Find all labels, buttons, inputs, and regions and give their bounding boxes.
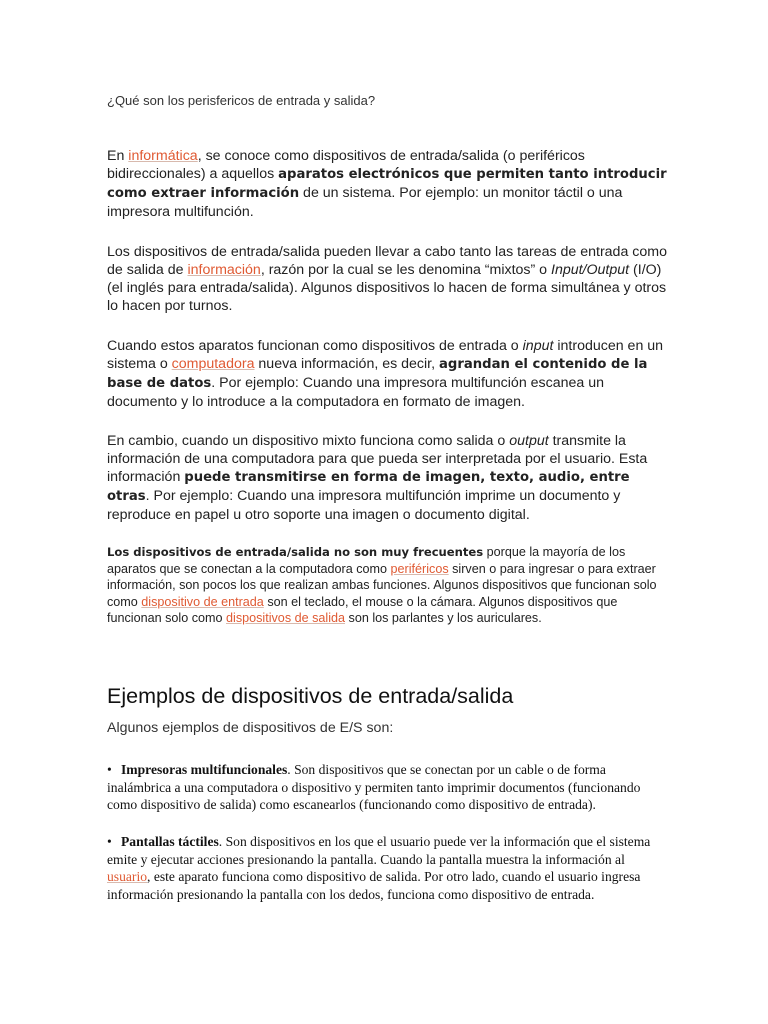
paragraph-output [107, 432, 667, 524]
link-informacion[interactable]: información [187, 262, 261, 278]
text-run: nueva información, es decir, [254, 356, 440, 372]
list-item [107, 761, 667, 814]
text-run: son los parlantes y los auriculares. [345, 611, 542, 625]
bullet-icon: • [107, 762, 112, 777]
text-run: Los dispositivos de entrada/salida pueden llevar a cabo tanto las tareas de entrada como de salida de [107, 244, 667, 278]
paragraph-frecuentes [107, 544, 667, 627]
text-run: . Por ejemplo: Cuando una impresora multifunción imprime un documento y reproduce en papel u otro soporte una imagen o documento digital. [107, 488, 621, 523]
link-computadora[interactable]: computadora [171, 356, 255, 372]
text-run: , razón por la cual se les denomina “mixtos” o [260, 262, 551, 278]
section-heading: Ejemplos de dispositivos de entrada/salida [107, 684, 514, 708]
paragraph-mixtos [107, 243, 667, 315]
text-run: Cuando estos aparatos funcionan como dispositivos de entrada o [107, 338, 523, 354]
link-informatica[interactable]: informática [128, 148, 198, 164]
bold-run: puede transmitirse en forma de imagen, texto, audio, entre otras [107, 470, 630, 504]
paragraph-input [107, 337, 667, 411]
bullet-title: Pantallas táctiles [121, 834, 219, 849]
text-run: . Son dispositivos que se conectan por un cable o de forma inalámbrica a una computadora o dispositivo y permiten tanto imprimir documentos (funcionando como dispositivo de salida) como escanearlos (funcionando como dispositivo de entrada). [107, 762, 641, 812]
question-line: ¿Qué son los perisfericos de entrada y salida? [107, 93, 376, 108]
text-run: . Son dispositivos en los que el usuario puede ver la información que el sistema emite y ejecutar acciones presionando la pantalla. Cuando la pantalla muestra la información al [107, 834, 651, 867]
link-usuario[interactable]: usuario [107, 869, 148, 884]
text-run: porque la mayoría de los aparatos que se conectan a la computadora como [107, 545, 626, 576]
text-run: , se conoce como dispositivos de entrada/salida (o periféricos bidireccionales) a aquellos [107, 148, 585, 182]
text-run: En [107, 148, 129, 164]
link-dispositivo-de-entrada[interactable]: dispositivo de entrada [141, 594, 264, 609]
text-run: sirven o para ingresar o para extraer información, son pocos los que realizan ambas funciones. Algunos dispositivos que funcionan solo como [107, 561, 657, 609]
italic-run: output [509, 433, 549, 449]
text-run: introducen en un sistema o [107, 338, 664, 372]
bold-run: aparatos electrónicos que permiten tanto introducir como extraer información [107, 167, 667, 201]
text-run: En cambio, cuando un dispositivo mixto funciona como salida o [107, 433, 510, 449]
paragraph-intro [107, 147, 667, 221]
link-perifericos[interactable]: periféricos [390, 561, 449, 576]
list-item [107, 833, 667, 903]
text-run: . Por ejemplo: Cuando una impresora multifunción escanea un documento y lo introduce a la computadora en formato de imagen. [107, 375, 605, 410]
text-run: , este aparato funciona como dispositivo de salida. Por otro lado, cuando el usuario ingresa información presionando la pantalla con los dedos, funciona como dispositivo de entrada. [107, 869, 641, 902]
bullet-icon: • [107, 834, 112, 849]
bold-run: agrandan el contenido de la base de datos [107, 357, 648, 391]
italic-run: input [522, 338, 554, 354]
bullet-title: Impresoras multifuncionales [121, 762, 288, 777]
italic-run: Input/Output [551, 262, 630, 278]
text-run: de un sistema. Por ejemplo: un monitor táctil o una impresora multifunción. [107, 185, 623, 220]
text-run: transmite la información de una computadora para que pueda ser interpretada por el usuario. Esta información [107, 433, 648, 485]
link-dispositivos-de-salida[interactable]: dispositivos de salida [226, 611, 346, 625]
text-run: son el teclado, el mouse o la cámara. Algunos dispositivos que funcionan solo como [107, 594, 618, 625]
bold-run: Los dispositivos de entrada/salida no son muy frecuentes [107, 545, 484, 559]
text-run: (I/O) (el inglés para entrada/salida). Algunos dispositivos lo hacen de forma simultánea y otros lo hacen por turnos. [107, 262, 667, 314]
examples-intro: Algunos ejemplos de dispositivos de E/S son: [107, 720, 394, 736]
